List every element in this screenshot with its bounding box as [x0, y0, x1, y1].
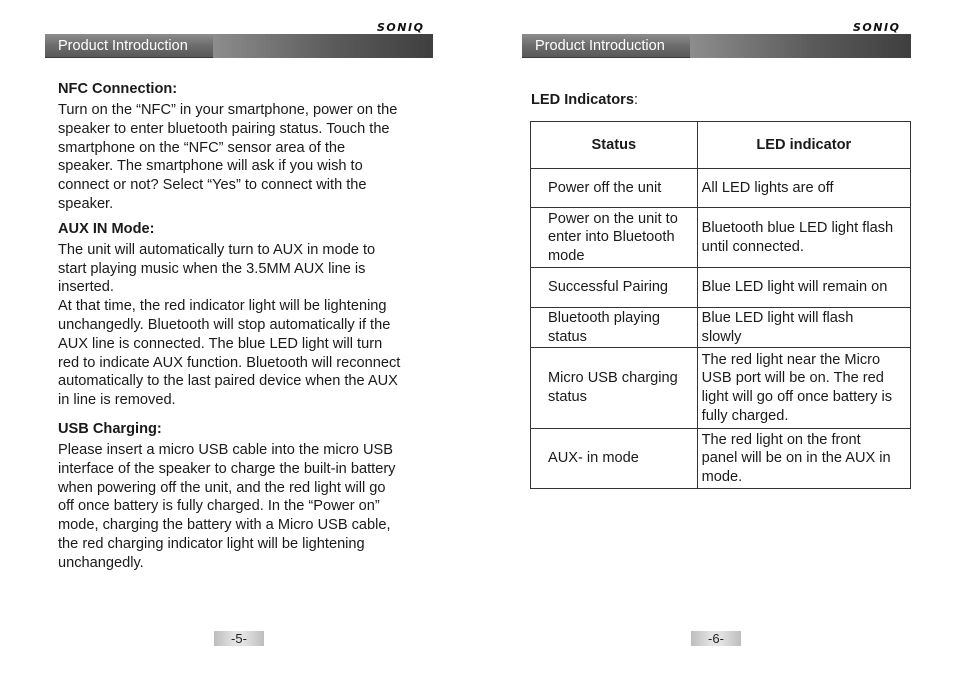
status-cell: Power on the unit to enter into Bluetooth mode	[531, 208, 698, 268]
header-bar	[45, 34, 433, 58]
right-page	[477, 0, 954, 677]
header-bar	[522, 34, 911, 58]
aux-heading: AUX IN Mode:	[58, 220, 155, 237]
status-cell: AUX- in mode	[531, 429, 698, 489]
status-cell: Bluetooth playing status	[531, 308, 698, 348]
table-row	[531, 268, 911, 308]
table-row	[531, 169, 911, 208]
page-number: -6-	[691, 631, 741, 646]
status-cell: Micro USB charging status	[531, 348, 698, 429]
header-tab	[522, 34, 690, 58]
led-cell: Blue LED light will remain on	[697, 268, 910, 308]
led-cell: The red light on the front panel will be on in the AUX in mode.	[697, 429, 910, 489]
page-title: Product Introduction	[58, 38, 188, 54]
column-header-status: Status	[531, 122, 698, 169]
brand-logo: SONIQ	[853, 21, 901, 34]
nfc-heading: NFC Connection:	[58, 81, 178, 97]
page-title: Product Introduction	[535, 38, 665, 54]
aux-body: The unit will automatically turn to AUX in mode to start playing music when the 3.5MM AUX line is inserted. At that time, the red indicator light will be lightening unchangedly. Bluetooth will stop automatically if the AUX line is connected. The blue LED light will turn red to indicate AUX function. Bluetooth will reconnect automatically to the last paired device when the AUX in line is removed.	[58, 241, 401, 409]
led-indicators-title	[531, 92, 638, 108]
led-cell: Blue LED light will flash slowly	[697, 308, 910, 348]
led-table	[530, 121, 911, 489]
status-cell: Power off the unit	[531, 169, 698, 208]
left-content	[58, 80, 438, 573]
table-header-row	[531, 122, 911, 169]
led-cell: Bluetooth blue LED light flash until connected.	[697, 208, 910, 268]
table-row	[531, 429, 911, 489]
header-tab	[45, 34, 213, 58]
table-row	[531, 308, 911, 348]
column-header-led: LED indicator	[697, 122, 910, 169]
led-cell: The red light near the Micro USB port will be on. The red light will go off once battery is fully charged.	[697, 348, 910, 429]
led-cell: All LED lights are off	[697, 169, 910, 208]
usb-section	[58, 420, 438, 573]
led-title-colon: :	[633, 92, 639, 108]
brand-logo: SONIQ	[377, 21, 425, 34]
status-cell: Successful Pairing	[531, 268, 698, 308]
nfc-section	[58, 80, 438, 214]
table-row	[531, 208, 911, 268]
nfc-body: Turn on the “NFC” in your smartphone, power on the speaker to enter bluetooth pairing status. Touch the smartphone on the “NFC” sensor area of the speaker. The smartphone will ask if you wish to connect or not? Select “Yes” to connect with the speaker.	[58, 102, 398, 212]
aux-section	[58, 220, 438, 410]
usb-body: Please insert a micro USB cable into the micro USB interface of the speaker to charge the built-in battery when powering off the unit, and the red light will go off once battery is fully charged. In the “Power on” mode, charging the battery with a Micro USB cable, the red charging indicator light will be lightening unchangedly.	[58, 441, 396, 571]
usb-heading: USB Charging:	[58, 420, 162, 437]
page-number: -5-	[214, 631, 264, 646]
table-row	[531, 348, 911, 429]
led-title-text: LED Indicators	[531, 92, 634, 108]
